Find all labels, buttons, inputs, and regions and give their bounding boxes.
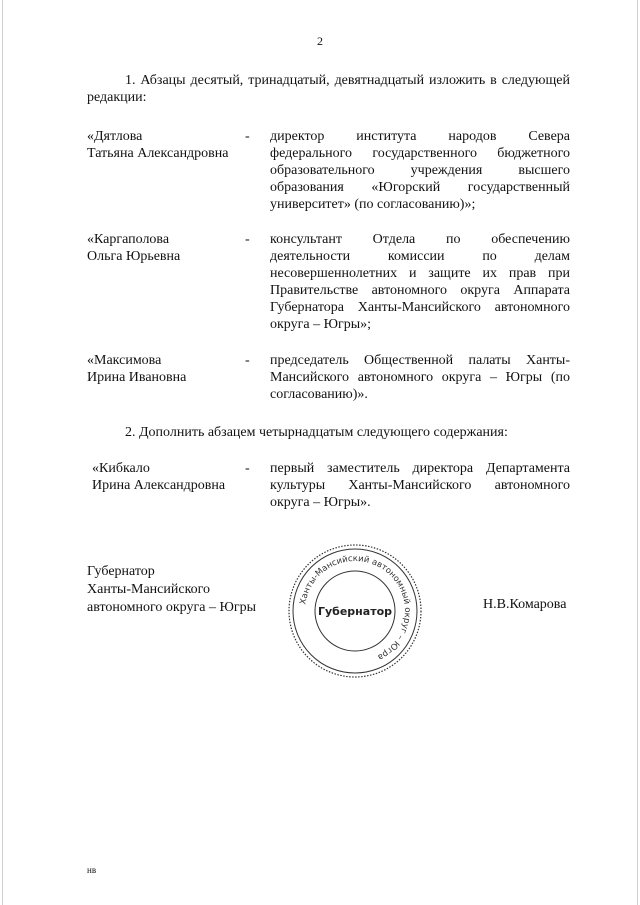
scan-edge-right xyxy=(637,0,638,905)
signer-title-line: автономного округа – Югры xyxy=(87,600,256,615)
entry-description: консультант Отдела по обеспечению деятельности комиссии по делам несовершеннолетних и защите их прав при Правительстве автономного округа Аппарата Губернатора Ханты-Мансийского автономного округа – Югры»; xyxy=(270,232,570,332)
signer-title-line: Губернатор xyxy=(87,564,155,579)
entry-surname: «Кибкало xyxy=(92,461,150,476)
entry-surname: «Максимова xyxy=(87,353,162,368)
entry-name xyxy=(87,128,252,162)
page-number: 2 xyxy=(317,34,323,48)
entry-surname: «Дятлова xyxy=(87,129,143,144)
paragraph-2: 2. Дополнить абзацем четырнадцатым следующего содержания: xyxy=(125,425,508,440)
entry-name xyxy=(92,460,257,494)
paragraph-1: 1. Абзацы десятый, тринадцатый, девятнадцатый изложить в следующей редакции: xyxy=(87,73,570,105)
entry-description: первый заместитель директора Департамента культуры Ханты-Мансийского автономного округа – Югры». xyxy=(270,461,570,510)
entry-surname: «Каргаполова xyxy=(87,232,170,247)
entry-dash: - xyxy=(245,129,250,144)
signer-title xyxy=(87,563,277,617)
entry-dash: - xyxy=(245,461,250,476)
entry-given-name: Ирина Александровна xyxy=(92,478,226,493)
entry-given-name: Ольга Юрьевна xyxy=(87,249,181,264)
signer-name: Н.В.Комарова xyxy=(483,597,567,612)
entry-description: председатель Общественной палаты Ханты-Мансийского автономного округа – Югры (по согласованию)». xyxy=(270,353,570,402)
entry-dash: - xyxy=(245,353,250,368)
signer-title-line: Ханты-Мансийского xyxy=(87,582,211,597)
stamp-center-text: Губернатор xyxy=(317,605,393,618)
entry-dash: - xyxy=(245,232,250,247)
entry-name xyxy=(87,352,252,386)
stamp-ring-text: Ханты-Мансийский автономный округ – Югра xyxy=(298,553,413,663)
footer-initials: нв xyxy=(87,865,97,875)
entry-given-name: Татьяна Александровна xyxy=(87,146,229,161)
stamp-seal-graphic xyxy=(287,543,423,679)
entry-name xyxy=(87,231,252,265)
entry-given-name: Ирина Ивановна xyxy=(87,370,187,385)
scan-edge-left xyxy=(2,0,3,905)
official-stamp xyxy=(287,543,423,684)
entry-description: директор института народов Севера федерального государственного бюджетного образовательного учреждения высшего образования «Югорский государственный университет» (по согласованию)»; xyxy=(270,129,570,212)
